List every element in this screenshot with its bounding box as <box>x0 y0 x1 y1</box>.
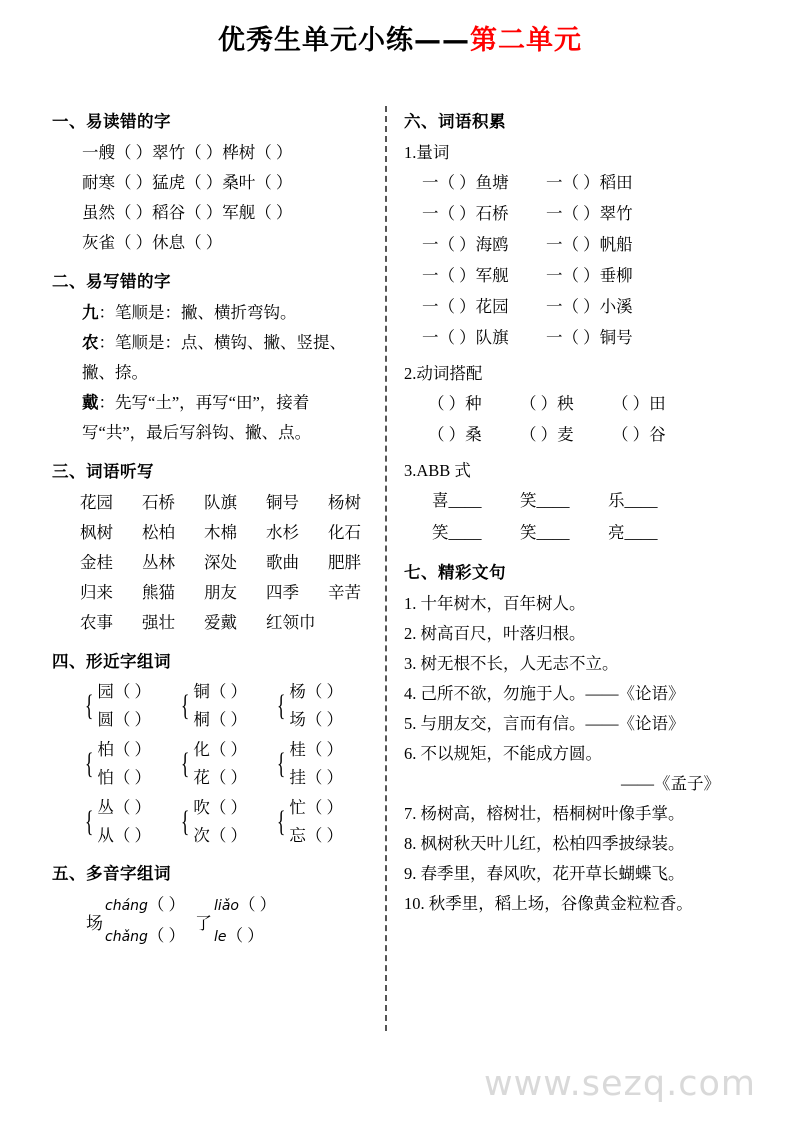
measure-word-item: 一（ ）海鸥 <box>422 235 509 254</box>
blank-paren: （ ） <box>147 926 186 945</box>
page-title <box>0 0 800 57</box>
bracket-cell <box>82 678 178 734</box>
section-heading-5: 五、多音字组词 <box>52 864 171 883</box>
bracket-line: 杨（ ） <box>289 682 344 701</box>
measure-word-item: 一（ ）鱼塘 <box>422 173 509 192</box>
bracket-cell <box>178 736 274 792</box>
bracket-cell <box>82 794 178 850</box>
word: 铜号 <box>266 493 299 512</box>
bracket-line: 化（ ） <box>193 740 248 759</box>
dictation-words <box>52 488 377 638</box>
measure-word-item: 一（ ）队旗 <box>422 328 509 347</box>
brace-icon: { <box>84 805 94 838</box>
bracket-pair <box>289 678 343 734</box>
sentence: 9. 春季里，春风吹，花开草长蝴蝶飞。 <box>404 864 685 883</box>
word: 四季 <box>266 583 299 602</box>
subsection-verb-collocation: 2.动词搭配 <box>404 364 483 383</box>
bracket-line: 次（ ） <box>193 826 248 845</box>
word: 歌曲 <box>266 553 299 572</box>
word: 花园 <box>80 493 113 512</box>
subsection-measure-words: 1.量词 <box>404 143 450 162</box>
brace-icon: { <box>180 805 190 838</box>
word: 熊猫 <box>142 583 175 602</box>
bracket-pair <box>97 736 151 792</box>
measure-word-row <box>404 167 744 198</box>
abb-row <box>404 517 744 549</box>
word: 归来 <box>80 583 113 602</box>
measure-word-item: 一（ ）帆船 <box>546 235 633 254</box>
section-heading-2: 二、易写错的字 <box>52 272 171 291</box>
misread-line: 耐寒（ ）猛虎（ ）桑叶（ ） <box>82 173 293 192</box>
word: 木棉 <box>204 523 237 542</box>
abb-item: 乐____ <box>608 491 658 510</box>
bracket-line: 吹（ ） <box>193 798 248 817</box>
abb-item: 笑____ <box>520 523 570 542</box>
misread-line: 一艘（ ）翠竹（ ）桦树（ ） <box>82 143 293 162</box>
measure-word-row <box>404 260 744 291</box>
sentence: 7. 杨树高，榕树壮，梧桐树叶像手掌。 <box>404 804 685 823</box>
word: 强壮 <box>142 613 175 632</box>
stroke-char: 戴 <box>82 393 99 412</box>
misread-line: 灰雀（ ）休息（ ） <box>82 233 223 252</box>
word: 爱戴 <box>204 613 237 632</box>
brace-icon: { <box>180 689 190 722</box>
section-heading-1: 一、易读错的字 <box>52 112 171 131</box>
measure-word-item: 一（ ）石桥 <box>422 204 509 223</box>
polyphone-reading <box>105 921 185 952</box>
measure-word-row <box>404 291 744 322</box>
measure-word-item: 一（ ）稻田 <box>546 173 633 192</box>
brace-icon: { <box>276 747 286 780</box>
word: 农事 <box>80 613 113 632</box>
section-heading-6: 六、词语积累 <box>404 112 506 131</box>
bracket-pair <box>97 794 151 850</box>
bracket-line: 铜（ ） <box>193 682 248 701</box>
bracket-line: 忙（ ） <box>289 798 344 817</box>
bracket-line: 挂（ ） <box>289 768 344 787</box>
word: 队旗 <box>204 493 237 512</box>
word: 深处 <box>204 553 237 572</box>
bracket-line: 怕（ ） <box>97 768 152 787</box>
word-row <box>80 548 377 578</box>
word: 红领巾 <box>266 613 316 632</box>
right-column <box>404 98 744 919</box>
polyphone-readings <box>214 890 276 952</box>
subsection-abb: 3.ABB 式 <box>404 461 471 480</box>
blank-paren: （ ） <box>226 926 264 945</box>
brace-icon: { <box>276 689 286 722</box>
misread-line: 虽然（ ）稻谷（ ）军舰（ ） <box>82 203 293 222</box>
abb-item: 亮____ <box>608 523 658 542</box>
verb-item: （ ）秧 <box>520 394 574 413</box>
brace-icon: { <box>180 747 190 780</box>
polyphone-reading <box>214 890 276 921</box>
blank-paren: （ ） <box>238 895 277 914</box>
bracket-cell <box>274 736 370 792</box>
stroke-text: ：先写“土”，再写“田”，接着 <box>98 393 310 412</box>
measure-word-item: 一（ ）军舰 <box>422 266 509 285</box>
word: 金桂 <box>80 553 113 572</box>
verb-item: （ ）桑 <box>428 425 482 444</box>
blank-paren: （ ） <box>147 895 186 914</box>
bracket-line: 花（ ） <box>193 768 248 787</box>
verb-item: （ ）种 <box>428 394 482 413</box>
bracket-line: 桐（ ） <box>193 710 248 729</box>
measure-word-item: 一（ ）翠竹 <box>546 204 633 223</box>
word-row <box>80 488 377 518</box>
bracket-cell <box>274 794 370 850</box>
verb-item: （ ）谷 <box>612 425 666 444</box>
title-unit: 第二单元 <box>470 25 582 56</box>
verb-row <box>404 388 744 419</box>
bracket-pair <box>289 794 343 850</box>
stroke-char: 农 <box>82 333 99 352</box>
bracket-pair <box>193 678 247 734</box>
word: 枫树 <box>80 523 113 542</box>
bracket-pair <box>193 794 247 850</box>
bracket-pair <box>193 736 247 792</box>
bracket-line: 圆（ ） <box>97 710 152 729</box>
word: 杨树 <box>328 493 361 512</box>
section-heading-4: 四、形近字组词 <box>52 652 171 671</box>
word: 肥胖 <box>328 553 361 572</box>
brace-icon: { <box>276 805 286 838</box>
pinyin: chǎng <box>105 929 148 945</box>
sentence: 3. 树无根不长，人无志不立。 <box>404 654 619 673</box>
bracket-pair <box>97 678 151 734</box>
bracket-line: 丛（ ） <box>97 798 152 817</box>
measure-word-item: 一（ ）花园 <box>422 297 509 316</box>
sentence: 2. 树高百尺，叶落归根。 <box>404 624 586 643</box>
word-row <box>80 608 377 638</box>
abb-item: 笑____ <box>432 523 482 542</box>
measure-word-row <box>404 229 744 260</box>
bracket-row <box>82 736 377 792</box>
word: 化石 <box>328 523 361 542</box>
section-heading-7: 七、精彩文句 <box>404 563 506 582</box>
stroke-order-line <box>52 358 377 388</box>
content-columns <box>0 98 800 1038</box>
stroke-text: 写“共”，最后写斜钩、撇、点。 <box>82 423 312 442</box>
stroke-order-line <box>52 298 377 328</box>
stroke-order-line <box>52 388 377 418</box>
word: 松柏 <box>142 523 175 542</box>
verb-row <box>404 419 744 450</box>
verb-item: （ ）麦 <box>520 425 574 444</box>
stroke-order-line <box>52 328 377 358</box>
stroke-char: 九 <box>82 303 99 322</box>
bracket-line: 场（ ） <box>289 710 344 729</box>
similar-char-groups <box>52 678 377 850</box>
polyphone-char: 了 <box>195 913 213 933</box>
sentence: 5. 与朋友交，言而有信。——《论语》 <box>404 714 685 733</box>
bracket-line: 桂（ ） <box>289 740 344 759</box>
bracket-cell <box>82 736 178 792</box>
polyphone-readings <box>105 890 185 952</box>
measure-word-item: 一（ ）铜号 <box>546 328 633 347</box>
word: 朋友 <box>204 583 237 602</box>
bracket-row <box>82 678 377 734</box>
measure-word-item: 一（ ）小溪 <box>546 297 633 316</box>
bracket-line: 从（ ） <box>97 826 152 845</box>
stroke-text: 撇、捺。 <box>82 363 148 382</box>
sentence: 6. 不以规矩，不能成方圆。 <box>404 744 602 763</box>
verb-item: （ ）田 <box>612 394 666 413</box>
word: 水杉 <box>266 523 299 542</box>
sentence: 8. 枫树秋天叶儿红，松柏四季披绿装。 <box>404 834 685 853</box>
polyphone-reading <box>214 921 276 952</box>
bracket-line: 忘（ ） <box>289 826 344 845</box>
bracket-cell <box>178 678 274 734</box>
title-main: 优秀生单元小练—— <box>218 25 470 56</box>
brace-icon: { <box>84 747 94 780</box>
word-row <box>80 518 377 548</box>
measure-word-row <box>404 322 744 353</box>
bracket-row <box>82 794 377 850</box>
sentence: 4. 己所不欲，勿施于人。——《论语》 <box>404 684 685 703</box>
bracket-line: 柏（ ） <box>97 740 152 759</box>
abb-item: 笑____ <box>520 491 570 510</box>
bracket-cell <box>178 794 274 850</box>
measure-word-item: 一（ ）垂柳 <box>546 266 633 285</box>
bracket-cell <box>274 678 370 734</box>
word: 辛苦 <box>328 583 361 602</box>
watermark: www.sezq.com <box>483 1064 756 1104</box>
stroke-text: ：笔顺是：撇、横折弯钩。 <box>98 303 297 322</box>
pinyin: le <box>214 929 227 945</box>
abb-row <box>404 485 744 517</box>
sentence: 10. 秋季里，稻上场，谷像黄金粒粒香。 <box>404 894 693 913</box>
pinyin: liǎo <box>214 898 239 914</box>
word: 丛林 <box>142 553 175 572</box>
word: 石桥 <box>142 493 175 512</box>
sentence-attribution: ——《孟子》 <box>621 774 720 793</box>
left-column <box>52 98 377 952</box>
bracket-line: 园（ ） <box>97 682 152 701</box>
measure-word-row <box>404 198 744 229</box>
word-row <box>80 578 377 608</box>
sentence: 1. 十年树木，百年树人。 <box>404 594 586 613</box>
polyphone-group <box>52 890 377 952</box>
section-heading-3: 三、词语听写 <box>52 462 154 481</box>
polyphone-reading <box>105 890 185 921</box>
polyphone-char: 场 <box>86 913 103 933</box>
stroke-order-line <box>52 418 377 448</box>
abb-item: 喜____ <box>432 491 482 510</box>
pinyin: cháng <box>105 898 148 914</box>
bracket-pair <box>289 736 343 792</box>
brace-icon: { <box>84 689 94 722</box>
stroke-text: ：笔顺是：点、横钩、撇、竖提、 <box>98 333 346 352</box>
